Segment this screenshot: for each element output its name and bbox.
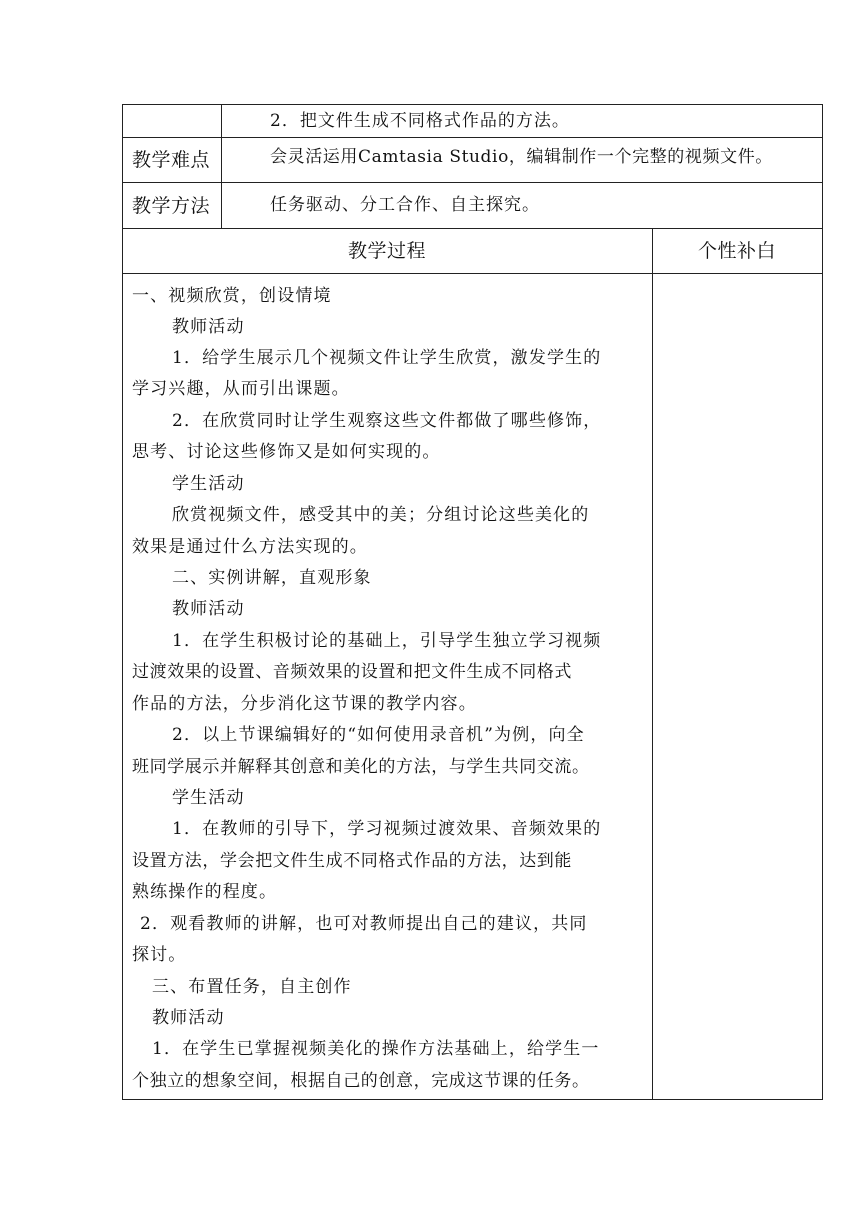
row1-content: 2．把文件生成不同格式作品的方法。 xyxy=(270,111,570,131)
paragraph-line: 2．观看教师的讲解，也可对教师提出自己的建议，共同 xyxy=(140,914,588,934)
paragraph-line: 思考、讨论这些修饰又是如何实现的。 xyxy=(132,442,441,462)
paragraph-line: 2．以上节课编辑好的“如何使用录音机”为例，向全 xyxy=(172,725,585,745)
paragraph-line: 过渡效果的设置、音频效果的设置和把文件生成不同格式 xyxy=(132,662,572,682)
activity-heading: 教师活动 xyxy=(152,1008,225,1028)
paragraph-line: 2．在欣赏同时让学生观察这些文件都做了哪些修饰， xyxy=(172,411,602,431)
note-column-divider xyxy=(652,228,653,1100)
row-divider xyxy=(122,137,823,138)
section-heading: 一、视频欣赏，创设情境 xyxy=(132,286,332,306)
paragraph-line: 1．在教师的引导下，学习视频过渡效果、音频效果的 xyxy=(172,819,602,839)
method-content: 任务驱动、分工合作、自主探究。 xyxy=(270,195,540,215)
paragraph-line: 熟练操作的程度。 xyxy=(132,882,278,902)
paragraph-line: 作品的方法，分步消化这节课的教学内容。 xyxy=(132,694,477,714)
activity-heading: 教师活动 xyxy=(172,317,245,337)
paragraph-line: 1．在学生积极讨论的基础上，引导学生独立学习视频 xyxy=(172,631,602,651)
paragraph-line: 班同学展示并解释其创意和美化的方法，与学生共同交流。 xyxy=(132,757,590,777)
difficulty-content: 会灵活运用Camtasia Studio，编辑制作一个完整的视频文件。 xyxy=(270,147,773,167)
paragraph-line: 欣赏视频文件，感受其中的美；分组讨论这些美化的 xyxy=(172,505,590,525)
row-divider xyxy=(122,228,823,229)
paragraph-line: 效果是通过什么方法实现的。 xyxy=(132,537,368,557)
label-column-divider xyxy=(221,104,222,228)
activity-heading: 学生活动 xyxy=(172,474,245,494)
method-label: 教学方法 xyxy=(132,195,211,217)
paragraph-line: 个独立的想象空间，根据自己的创意，完成这节课的任务。 xyxy=(132,1071,590,1091)
difficulty-label: 教学难点 xyxy=(132,149,211,171)
process-header: 教学过程 xyxy=(348,240,427,262)
section-heading: 二、实例讲解，直观形象 xyxy=(172,568,372,588)
row-divider xyxy=(122,182,823,183)
activity-heading: 教师活动 xyxy=(172,599,245,619)
note-header: 个性补白 xyxy=(698,240,777,262)
paragraph-line: 设置方法，学会把文件生成不同格式作品的方法，达到能 xyxy=(132,851,572,871)
paragraph-line: 学习兴趣，从而引出课题。 xyxy=(132,379,350,399)
paragraph-line: 探讨。 xyxy=(132,945,187,965)
paragraph-line: 1．给学生展示几个视频文件让学生欣赏，激发学生的 xyxy=(172,348,602,368)
paragraph-line: 1．在学生已掌握视频美化的操作方法基础上，给学生一 xyxy=(152,1039,600,1059)
row-divider xyxy=(122,273,823,274)
section-heading: 三、布置任务，自主创作 xyxy=(152,977,352,997)
activity-heading: 学生活动 xyxy=(172,788,245,808)
